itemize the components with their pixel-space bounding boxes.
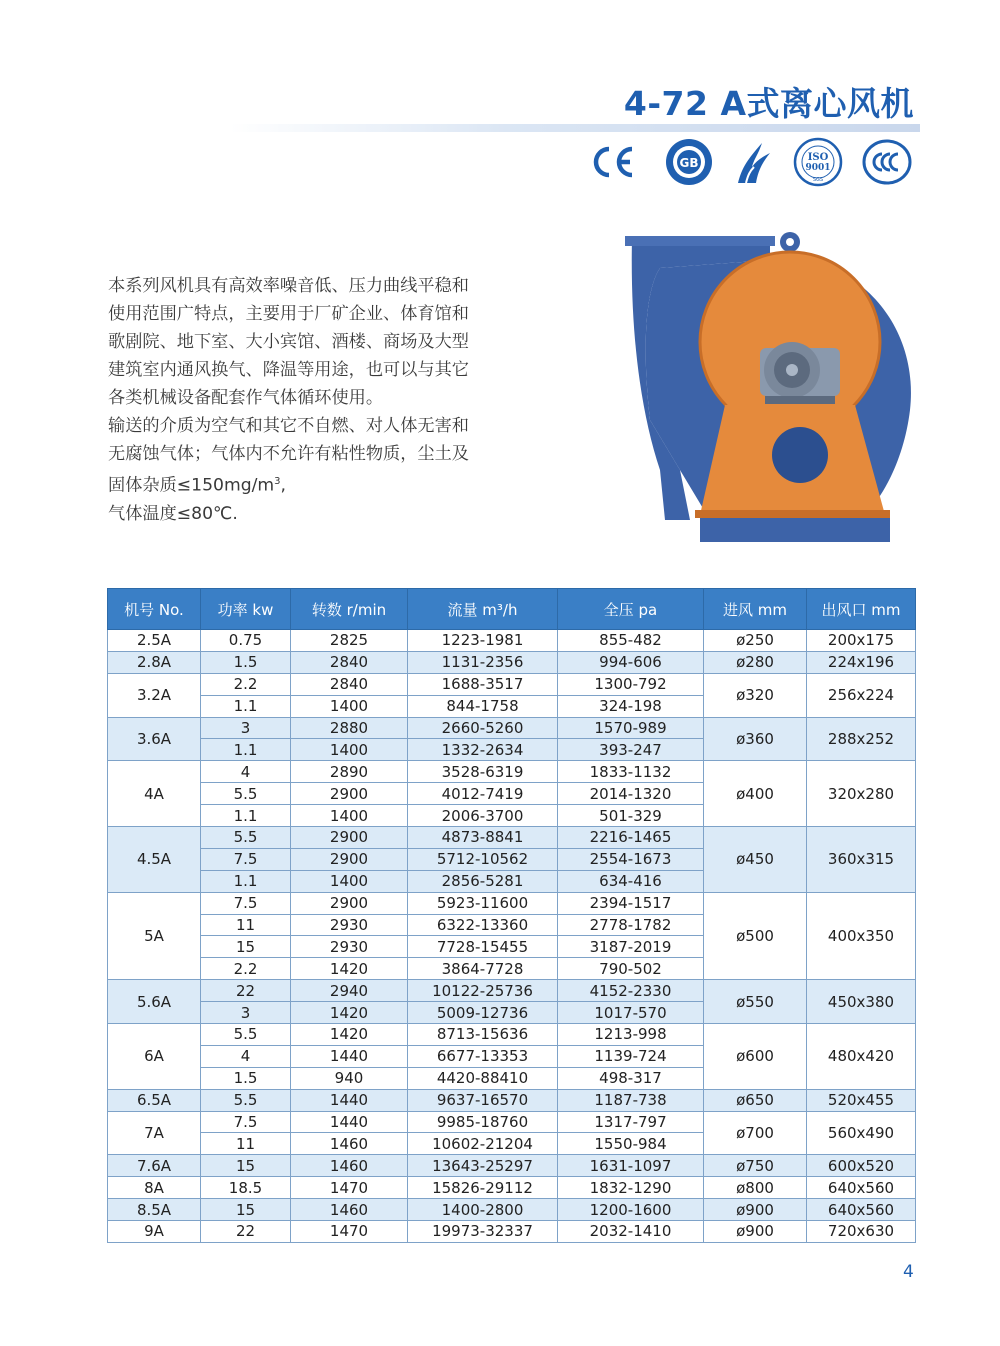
- svg-text:ISO: ISO: [807, 152, 829, 163]
- cell-pressure: 393-247: [558, 739, 704, 761]
- cell-outlet: 450x380: [807, 980, 916, 1024]
- cell-flow: 2856-5281: [408, 870, 558, 892]
- cell-flow: 9637-16570: [408, 1089, 558, 1111]
- cell-speed: 1460: [291, 1199, 408, 1221]
- table-row: [108, 1177, 916, 1199]
- cell-flow: 15826-29112: [408, 1177, 558, 1199]
- table-row: [108, 827, 916, 849]
- cell-inlet: ø900: [704, 1221, 807, 1243]
- cell-power: 7.5: [201, 1111, 291, 1133]
- cell-power: 1.1: [201, 870, 291, 892]
- cell-flow: 10602-21204: [408, 1133, 558, 1155]
- cell-speed: 1440: [291, 1089, 408, 1111]
- cell-inlet: ø450: [704, 827, 807, 893]
- cell-model: 9A: [108, 1221, 201, 1243]
- description-line: 歌剧院、地下室、大小宾馆、酒楼、商场及大型: [108, 332, 469, 352]
- cell-model: 4.5A: [108, 827, 201, 893]
- cell-pressure: 3187-2019: [558, 936, 704, 958]
- cell-speed: 2930: [291, 936, 408, 958]
- cell-pressure: 1631-1097: [558, 1155, 704, 1177]
- cell-model: 4A: [108, 761, 201, 827]
- cell-speed: 1460: [291, 1155, 408, 1177]
- description-line: 建筑室内通风换气、降温等用途，也可以与其它: [108, 360, 469, 380]
- cell-flow: 9985-18760: [408, 1111, 558, 1133]
- cell-pressure: 4152-2330: [558, 980, 704, 1002]
- cell-speed: 1400: [291, 739, 408, 761]
- impurity-spec: [108, 468, 538, 500]
- cell-pressure: 2216-1465: [558, 827, 704, 849]
- header-inlet: 进风 mm: [704, 589, 807, 630]
- cell-pressure: 1213-998: [558, 1024, 704, 1046]
- cell-inlet: ø600: [704, 1024, 807, 1090]
- cell-flow: 5009-12736: [408, 1002, 558, 1024]
- cell-pressure: 2394-1517: [558, 892, 704, 914]
- fan-product-image: [620, 230, 920, 545]
- cell-power: 2.2: [201, 958, 291, 980]
- cell-power: 11: [201, 914, 291, 936]
- cell-outlet: 360x315: [807, 827, 916, 893]
- cell-power: 22: [201, 1221, 291, 1243]
- svg-text:GB: GB: [679, 156, 699, 170]
- certification-logos: [588, 137, 928, 187]
- cell-pressure: 1300-792: [558, 673, 704, 695]
- cell-model: 7.6A: [108, 1155, 201, 1177]
- header-power: 功率 kw: [201, 589, 291, 630]
- cell-outlet: 520x455: [807, 1089, 916, 1111]
- cell-flow: 3864-7728: [408, 958, 558, 980]
- cell-speed: 2940: [291, 980, 408, 1002]
- fan-spec-table: [107, 588, 916, 1243]
- svg-text:9001: 9001: [805, 163, 831, 173]
- cell-power: 1.1: [201, 695, 291, 717]
- table-row: [108, 717, 916, 739]
- cell-flow: 13643-25297: [408, 1155, 558, 1177]
- ce-mark-icon: [588, 137, 638, 187]
- cell-pressure: 2014-1320: [558, 783, 704, 805]
- cell-pressure: 501-329: [558, 805, 704, 827]
- iso9001-icon: [793, 137, 843, 187]
- cell-model: 3.6A: [108, 717, 201, 761]
- cell-model: 6.5A: [108, 1089, 201, 1111]
- cell-outlet: 200x175: [807, 630, 916, 652]
- cell-power: 18.5: [201, 1177, 291, 1199]
- cell-pressure: 1317-797: [558, 1111, 704, 1133]
- temperature-spec: 气体温度≤80℃.: [108, 503, 238, 524]
- cell-speed: 1400: [291, 695, 408, 717]
- table-row: [108, 1199, 916, 1221]
- table-row: [108, 1221, 916, 1243]
- cell-speed: 1440: [291, 1045, 408, 1067]
- cell-speed: 2890: [291, 761, 408, 783]
- cell-pressure: 324-198: [558, 695, 704, 717]
- cell-pressure: 634-416: [558, 870, 704, 892]
- page-title: 4-72 A式离心风机: [623, 84, 914, 123]
- flame-logo-icon: [728, 137, 778, 187]
- cell-power: 7.5: [201, 892, 291, 914]
- cell-speed: 1400: [291, 805, 408, 827]
- cell-power: 1.5: [201, 1067, 291, 1089]
- cell-pressure: 1833-1132: [558, 761, 704, 783]
- cell-inlet: ø750: [704, 1155, 807, 1177]
- table-row: [108, 1089, 916, 1111]
- cell-flow: 1131-2356: [408, 651, 558, 673]
- cell-model: 2.5A: [108, 630, 201, 652]
- impurity-text: 固体杂质≤150mg/m: [108, 475, 275, 496]
- cell-pressure: 2778-1782: [558, 914, 704, 936]
- cell-model: 2.8A: [108, 651, 201, 673]
- cell-speed: 2825: [291, 630, 408, 652]
- table-row: [108, 761, 916, 783]
- cell-power: 1.1: [201, 805, 291, 827]
- cell-pressure: 1570-989: [558, 717, 704, 739]
- cell-speed: 2900: [291, 783, 408, 805]
- product-description: [108, 272, 538, 528]
- cell-model: 6A: [108, 1024, 201, 1090]
- cell-flow: 1223-1981: [408, 630, 558, 652]
- cell-power: 0.75: [201, 630, 291, 652]
- gb-standard-icon: [664, 137, 714, 187]
- cell-pressure: 2032-1410: [558, 1221, 704, 1243]
- cell-inlet: ø700: [704, 1111, 807, 1155]
- cell-power: 22: [201, 980, 291, 1002]
- cell-power: 15: [201, 1199, 291, 1221]
- cell-pressure: 790-502: [558, 958, 704, 980]
- cell-inlet: ø800: [704, 1177, 807, 1199]
- cell-power: 7.5: [201, 848, 291, 870]
- cell-flow: 5712-10562: [408, 848, 558, 870]
- cell-pressure: 1550-984: [558, 1133, 704, 1155]
- cell-flow: 8713-15636: [408, 1024, 558, 1046]
- cell-outlet: 400x350: [807, 892, 916, 980]
- cell-speed: 2900: [291, 892, 408, 914]
- cell-flow: 3528-6319: [408, 761, 558, 783]
- cell-speed: 2900: [291, 827, 408, 849]
- cell-pressure: 1200-1600: [558, 1199, 704, 1221]
- svg-text:SGS: SGS: [812, 177, 824, 183]
- cell-speed: 940: [291, 1067, 408, 1089]
- cell-power: 5.5: [201, 1024, 291, 1046]
- table-header-row: [108, 589, 916, 630]
- cell-inlet: ø360: [704, 717, 807, 761]
- table-row: [108, 673, 916, 695]
- table-row: [108, 651, 916, 673]
- cell-outlet: 480x420: [807, 1024, 916, 1090]
- cell-power: 15: [201, 1155, 291, 1177]
- impurity-suffix: ,: [280, 475, 286, 496]
- title-underline: [230, 124, 920, 132]
- table-row: [108, 630, 916, 652]
- cell-model: 8A: [108, 1177, 201, 1199]
- cell-power: 4: [201, 761, 291, 783]
- cell-pressure: 855-482: [558, 630, 704, 652]
- cell-outlet: 720x630: [807, 1221, 916, 1243]
- table-row: [108, 1111, 916, 1133]
- cell-inlet: ø400: [704, 761, 807, 827]
- cell-speed: 1420: [291, 1024, 408, 1046]
- cell-model: 5A: [108, 892, 201, 980]
- cell-speed: 1470: [291, 1221, 408, 1243]
- cell-flow: 5923-11600: [408, 892, 558, 914]
- cell-inlet: ø550: [704, 980, 807, 1024]
- cell-inlet: ø500: [704, 892, 807, 980]
- cell-pressure: 1139-724: [558, 1045, 704, 1067]
- cell-inlet: ø250: [704, 630, 807, 652]
- cell-power: 3: [201, 1002, 291, 1024]
- cell-flow: 2660-5260: [408, 717, 558, 739]
- description-line: 输送的介质为空气和其它不自燃、对人体无害和: [108, 416, 469, 436]
- cell-power: 1.1: [201, 739, 291, 761]
- header-speed: 转数 r/min: [291, 589, 408, 630]
- description-line: 本系列风机具有高效率噪音低、压力曲线平稳和: [108, 276, 469, 296]
- cell-outlet: 288x252: [807, 717, 916, 761]
- cell-power: 4: [201, 1045, 291, 1067]
- cell-flow: 1332-2634: [408, 739, 558, 761]
- cell-flow: 10122-25736: [408, 980, 558, 1002]
- cell-pressure: 1832-1290: [558, 1177, 704, 1199]
- cell-power: 2.2: [201, 673, 291, 695]
- cell-pressure: 2554-1673: [558, 848, 704, 870]
- cell-model: 5.6A: [108, 980, 201, 1024]
- cell-model: 3.2A: [108, 673, 201, 717]
- header-flow: 流量 m³/h: [408, 589, 558, 630]
- header-pressure: 全压 pa: [558, 589, 704, 630]
- cell-speed: 1420: [291, 958, 408, 980]
- cell-outlet: 640x560: [807, 1177, 916, 1199]
- page-number: 4: [903, 1262, 914, 1282]
- header-outlet: 出风口 mm: [807, 589, 916, 630]
- header-model: 机号 No.: [108, 589, 201, 630]
- cell-pressure: 1017-570: [558, 1002, 704, 1024]
- cell-outlet: 600x520: [807, 1155, 916, 1177]
- cell-speed: 1460: [291, 1133, 408, 1155]
- cell-speed: 2880: [291, 717, 408, 739]
- description-line: 无腐蚀气体；气体内不允许有粘性物质，尘土及: [108, 444, 469, 464]
- cell-speed: 2840: [291, 651, 408, 673]
- table-row: [108, 980, 916, 1002]
- cell-flow: 2006-3700: [408, 805, 558, 827]
- cell-inlet: ø280: [704, 651, 807, 673]
- cell-inlet: ø650: [704, 1089, 807, 1111]
- cell-inlet: ø320: [704, 673, 807, 717]
- cell-power: 5.5: [201, 783, 291, 805]
- table-row: [108, 892, 916, 914]
- cell-flow: 4873-8841: [408, 827, 558, 849]
- cell-inlet: ø900: [704, 1199, 807, 1221]
- description-line: 各类机械设备配套作气体循环使用。: [108, 388, 384, 408]
- cell-speed: 2840: [291, 673, 408, 695]
- cell-power: 5.5: [201, 827, 291, 849]
- cell-flow: 19973-32337: [408, 1221, 558, 1243]
- cell-power: 15: [201, 936, 291, 958]
- table-row: [108, 1155, 916, 1177]
- impurity-superscript: 3: [274, 476, 281, 487]
- cell-speed: 1470: [291, 1177, 408, 1199]
- description-line: 使用范围广特点，主要用于厂矿企业、体育馆和: [108, 304, 469, 324]
- cell-flow: 4012-7419: [408, 783, 558, 805]
- cell-power: 11: [201, 1133, 291, 1155]
- cell-flow: 7728-15455: [408, 936, 558, 958]
- cell-flow: 1400-2800: [408, 1199, 558, 1221]
- cell-outlet: 560x490: [807, 1111, 916, 1155]
- cell-flow: 6322-13360: [408, 914, 558, 936]
- ccc-mark-icon: [862, 137, 912, 187]
- table-body: [108, 630, 916, 1243]
- cell-flow: 1688-3517: [408, 673, 558, 695]
- cell-power: 5.5: [201, 1089, 291, 1111]
- cell-speed: 1400: [291, 870, 408, 892]
- cell-pressure: 1187-738: [558, 1089, 704, 1111]
- cell-speed: 2930: [291, 914, 408, 936]
- cell-speed: 1420: [291, 1002, 408, 1024]
- cell-speed: 1440: [291, 1111, 408, 1133]
- cell-outlet: 640x560: [807, 1199, 916, 1221]
- cell-speed: 2900: [291, 848, 408, 870]
- cell-model: 7A: [108, 1111, 201, 1155]
- cell-outlet: 256x224: [807, 673, 916, 717]
- table-row: [108, 1024, 916, 1046]
- cell-model: 8.5A: [108, 1199, 201, 1221]
- cell-power: 3: [201, 717, 291, 739]
- cell-power: 1.5: [201, 651, 291, 673]
- cell-pressure: 994-606: [558, 651, 704, 673]
- cell-outlet: 224x196: [807, 651, 916, 673]
- cell-flow: 844-1758: [408, 695, 558, 717]
- cell-flow: 4420-88410: [408, 1067, 558, 1089]
- cell-flow: 6677-13353: [408, 1045, 558, 1067]
- cell-outlet: 320x280: [807, 761, 916, 827]
- cell-pressure: 498-317: [558, 1067, 704, 1089]
